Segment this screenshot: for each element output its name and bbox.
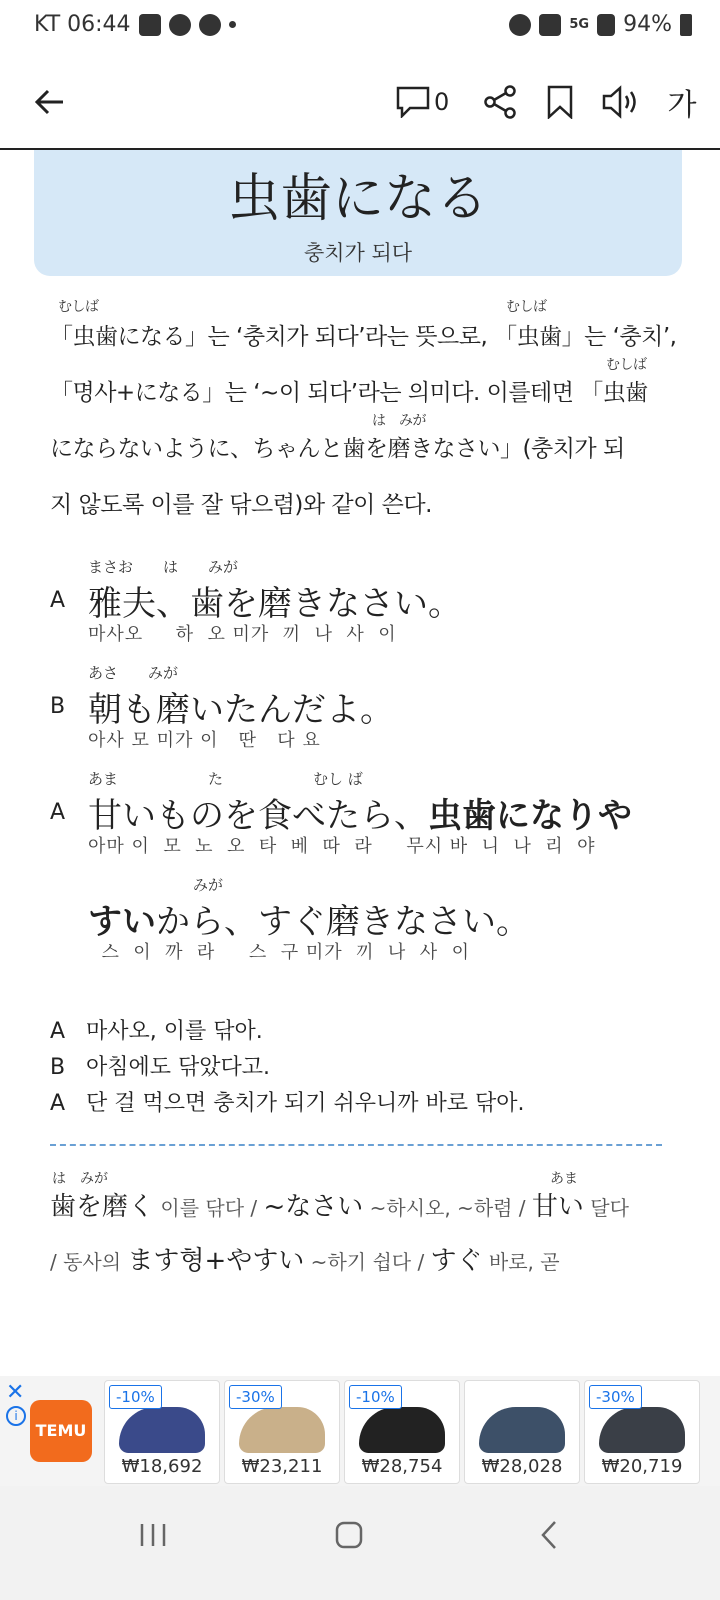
vocab-meaning: / 동사의 <box>50 1250 128 1274</box>
shoe-image <box>479 1407 565 1453</box>
dialog-furigana: みが <box>88 876 224 894</box>
translation-line <box>50 1014 524 1050</box>
ad-product[interactable] <box>464 1380 580 1484</box>
dialog-furigana: あま た むし ば <box>88 770 363 788</box>
ruby-mushiba-3: むしば <box>606 357 647 373</box>
recent-apps-button[interactable] <box>136 1512 170 1558</box>
translation-line <box>50 1050 524 1086</box>
explanation-line-3: にならないように、ちゃんと歯を磨きなさい」(충치가 되 <box>50 436 625 462</box>
cloud-icon <box>199 14 221 36</box>
back-nav-button[interactable] <box>532 1512 566 1558</box>
vocab-meaning: 바로, 곧 <box>482 1250 560 1274</box>
dialog-reading: 마사오 하 오 미가 끼 나 사 이 <box>88 624 397 645</box>
translation-text: 아침에도 닦았다고. <box>86 1055 271 1080</box>
product-price: ₩20,719 <box>601 1456 683 1477</box>
title-japanese: 虫歯になる <box>227 169 488 229</box>
dialog-speaker: B <box>50 694 66 719</box>
ad-product[interactable] <box>104 1380 220 1484</box>
product-price: ₩28,754 <box>361 1456 443 1477</box>
dialog-furigana: まさお は みが <box>88 558 239 576</box>
vocab-meaning: 달다 <box>583 1196 629 1220</box>
ad-info-icon[interactable]: i <box>6 1406 26 1426</box>
carrier-time: KT 06:44 <box>34 12 131 37</box>
bookmark-icon <box>547 85 573 119</box>
ad-close-icon[interactable]: ✕ <box>6 1380 25 1405</box>
status-left <box>34 12 236 37</box>
ruby-mushiba-1: むしば <box>58 299 99 315</box>
dialog-japanese: 雅夫、歯を磨きなさい。 <box>88 584 462 624</box>
ad-banner[interactable] <box>0 1376 720 1486</box>
vocab-ruby-1: は みが <box>52 1171 108 1187</box>
vocab-word: すぐ <box>430 1246 483 1276</box>
dialog-speaker: A <box>50 800 66 825</box>
recent-apps-icon <box>138 1522 168 1548</box>
discount-badge: -30% <box>589 1385 642 1409</box>
vocab-word: ~なさい <box>263 1192 364 1222</box>
comment-count: 0 <box>434 88 450 116</box>
dialog-japanese: 朝も磨いたんだよ。 <box>88 690 394 730</box>
explanation-line-1: 「虫歯になる」는 ‘충치가 되다’라는 뜻으로, 「虫歯」는 ‘충치’, <box>50 324 677 350</box>
shoe-image <box>599 1407 685 1453</box>
dialog-text-highlight: すい <box>88 902 156 942</box>
discount-badge: -10% <box>349 1385 402 1409</box>
battery-icon <box>680 14 692 36</box>
share-icon <box>483 85 517 119</box>
translation-speaker: A <box>50 1019 66 1044</box>
vocab-meaning: ~하시오, ~하렴 / <box>363 1196 532 1220</box>
vocab-meaning: 이를 닦다 / <box>154 1196 264 1220</box>
dialog-reading: 아사 모 미가 이 딴 다 요 <box>88 730 321 751</box>
dialog-reading: 아마 이 모 노 오 타 베 따 라 무시 바 니 나 리 야 <box>88 836 596 857</box>
discount-badge: -30% <box>229 1385 282 1409</box>
discount-badge: -10% <box>109 1385 162 1409</box>
temu-logo[interactable]: TEMU <box>30 1400 92 1462</box>
translation-text: 단 걸 먹으면 충치가 되기 쉬우니까 바로 닦아. <box>86 1091 525 1116</box>
status-bar <box>0 0 720 52</box>
shoe-image <box>119 1407 205 1453</box>
ruby-ha-miga: は みが <box>372 413 426 429</box>
dialog-reading: 스 이 까 라 스 구 미가 끼 나 사 이 <box>88 942 470 963</box>
title-box <box>34 150 682 276</box>
status-right <box>509 12 692 37</box>
title-korean: 충치가 되다 <box>303 241 413 265</box>
translation-line <box>50 1086 524 1122</box>
product-price: ₩28,028 <box>481 1456 563 1477</box>
system-nav-bar <box>0 1486 720 1600</box>
shoe-image <box>239 1407 325 1453</box>
explanation-line-4: 지 않도록 이를 잘 닦으렴)와 같이 쓴다. <box>50 492 432 518</box>
back-button[interactable] <box>28 80 72 124</box>
signal-icon <box>597 14 615 36</box>
translation-speaker: A <box>50 1091 66 1116</box>
ad-product[interactable] <box>224 1380 340 1484</box>
network-type: 5G <box>569 17 590 32</box>
back-arrow-icon <box>35 89 65 115</box>
dialog-text-plain: から、すぐ磨きなさい。 <box>156 902 530 942</box>
share-button[interactable] <box>478 80 522 124</box>
dialog-text-plain: 甘いものを食べたら、 <box>88 796 428 836</box>
vocab-word: 甘い <box>531 1192 584 1222</box>
article-content <box>0 150 720 1372</box>
section-divider <box>50 1144 662 1146</box>
translation-speaker: B <box>50 1055 66 1080</box>
dialog-japanese <box>88 788 632 837</box>
home-button[interactable] <box>332 1512 366 1558</box>
speaker-icon <box>602 85 640 119</box>
shoe-image <box>359 1407 445 1453</box>
translation-text: 마사오, 이를 닦아. <box>86 1019 263 1044</box>
comment-icon <box>396 86 430 118</box>
hd-icon <box>539 14 561 36</box>
bookmark-button[interactable] <box>538 80 582 124</box>
vocab-line-1 <box>50 1186 629 1223</box>
alarm-icon <box>509 14 531 36</box>
comment-button[interactable] <box>396 80 456 124</box>
article-toolbar <box>0 60 720 150</box>
gallery-icon <box>139 14 161 36</box>
ad-product[interactable] <box>584 1380 700 1484</box>
explanation-line-2: 「명사+になる」는 ‘~이 되다’라는 의미다. 이를테면 「虫歯 <box>50 380 648 406</box>
read-aloud-button[interactable] <box>596 80 646 124</box>
product-price: ₩23,211 <box>241 1456 323 1477</box>
vocab-meaning: ~하기 쉽다 / <box>304 1250 431 1274</box>
product-price: ₩18,692 <box>121 1456 203 1477</box>
vocab-ruby-2: あま <box>550 1171 578 1187</box>
ad-product[interactable] <box>344 1380 460 1484</box>
notification-dot-icon <box>229 21 236 28</box>
dialog-furigana: あさ みが <box>88 664 179 682</box>
dialog-speaker: A <box>50 588 66 613</box>
vocab-word: ます형+やすい <box>127 1246 305 1276</box>
dialog-japanese <box>88 894 530 943</box>
translation-block <box>50 1014 524 1122</box>
ruby-mushiba-2: むしば <box>506 299 547 315</box>
back-nav-icon <box>539 1520 559 1550</box>
vocab-line-2 <box>50 1240 560 1277</box>
home-icon <box>335 1521 363 1549</box>
vocab-word: 歯を磨く <box>50 1192 155 1222</box>
dialog-text-highlight: 虫歯になりや <box>428 796 632 836</box>
battery-level: 94% <box>623 12 672 37</box>
font-size-button[interactable]: 가 <box>667 88 697 123</box>
talk-icon <box>169 14 191 36</box>
